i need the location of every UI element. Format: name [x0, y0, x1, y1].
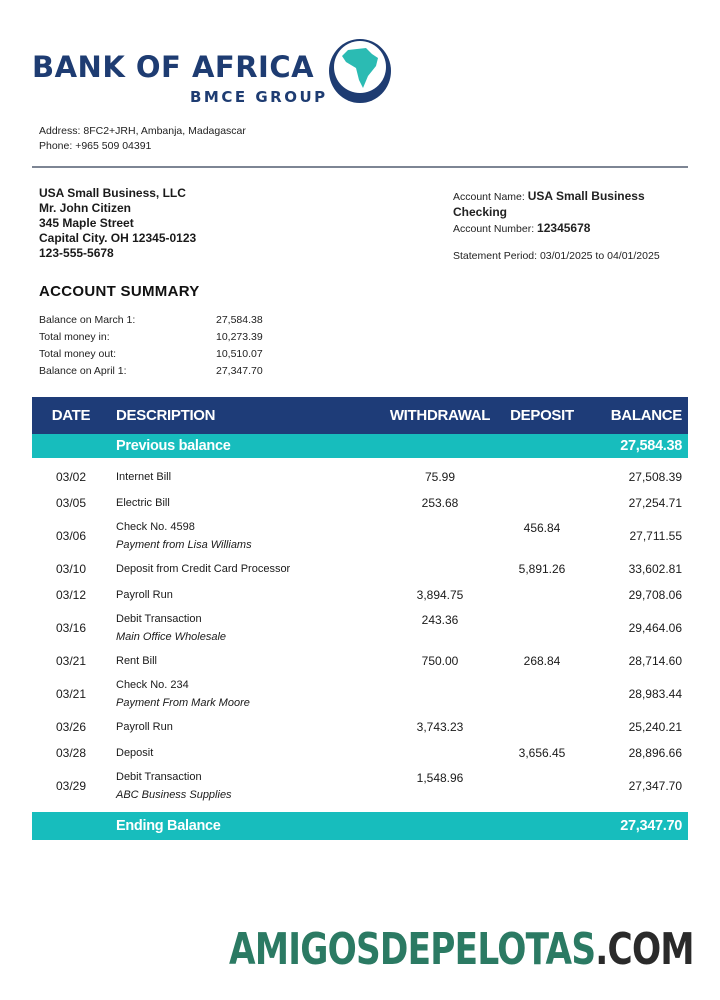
row-withdrawal: 750.00: [421, 654, 459, 668]
account-name-label: Account Name:: [453, 191, 525, 203]
watermark: [229, 924, 694, 975]
row-date: 03/29: [55, 779, 87, 793]
row-deposit: 268.84: [523, 654, 561, 668]
table-row: [32, 516, 688, 556]
row-balance: 28,896.66: [628, 746, 682, 760]
watermark-tld: .COM: [595, 924, 694, 975]
summary-row: [39, 312, 263, 329]
customer-address-block: [39, 186, 196, 261]
table-row: [32, 714, 688, 740]
row-deposit: [500, 674, 584, 714]
summary-label: Balance on March 1:: [39, 314, 136, 326]
row-withdrawal: 243.36: [421, 613, 459, 627]
row-deposit: [500, 714, 584, 740]
row-balance: 27,254.71: [628, 496, 682, 510]
header-date: DATE: [32, 397, 110, 434]
summary-row: [39, 363, 263, 380]
previous-balance-label: Previous balance: [110, 434, 380, 458]
row-deposit: [500, 582, 584, 608]
watermark-main: AMIGOSDEPELOTAS: [229, 924, 596, 975]
row-deposit: [500, 464, 584, 490]
row-description: Internet Bill: [116, 471, 172, 483]
row-description: Check No. 234: [116, 679, 189, 691]
summary-value: 27,347.70: [216, 365, 263, 377]
ending-balance-row: [32, 812, 688, 840]
customer-street: 345 Maple Street: [39, 216, 134, 230]
row-withdrawal: [380, 740, 500, 766]
table-row: [32, 556, 688, 582]
customer-contact: Mr. John Citizen: [39, 201, 132, 215]
row-deposit: [500, 766, 584, 806]
row-withdrawal: 75.99: [424, 470, 456, 484]
row-description: Deposit: [116, 747, 154, 759]
row-withdrawal: 253.68: [421, 496, 459, 510]
row-balance: 28,983.44: [628, 687, 682, 701]
summary-row: [39, 346, 263, 363]
row-date: 03/21: [55, 654, 87, 668]
row-withdrawal: 3,743.23: [416, 720, 464, 734]
row-date: 03/02: [55, 470, 87, 484]
customer-city: Capital City. OH 12345-0123: [39, 231, 197, 245]
bank-name: BANK OF AFRICA: [32, 50, 315, 84]
bank-logo: [32, 36, 402, 108]
statement-period: Statement Period: 03/01/2025 to 04/01/2025: [453, 250, 660, 262]
row-withdrawal: [380, 674, 500, 714]
row-deposit: [500, 608, 584, 648]
row-date: 03/26: [55, 720, 87, 734]
table-row: [32, 740, 688, 766]
row-date: 03/10: [55, 562, 87, 576]
row-balance: 29,708.06: [628, 588, 682, 602]
ending-balance-value: 27,347.70: [584, 812, 688, 840]
row-date: 03/21: [55, 687, 87, 701]
table-row: [32, 490, 688, 516]
row-balance: 27,711.55: [629, 529, 682, 543]
africa-globe-icon: [326, 36, 394, 106]
table-row: [32, 464, 688, 490]
table-row: [32, 608, 688, 648]
row-balance: 33,602.81: [628, 562, 682, 576]
row-description: Electric Bill: [116, 497, 170, 509]
row-withdrawal: 1,548.96: [416, 771, 464, 785]
summary-value: 10,510.07: [216, 348, 263, 360]
row-date: 03/06: [55, 529, 87, 543]
row-balance: 29,464.06: [628, 621, 682, 635]
bank-phone: Phone: +965 509 04391: [39, 140, 152, 152]
summary-row: [39, 329, 263, 346]
table-row: [32, 648, 688, 674]
summary-title: ACCOUNT SUMMARY: [39, 283, 200, 300]
previous-balance-row: [32, 434, 688, 458]
account-number-value: 12345678: [537, 221, 591, 235]
row-sub-description: Payment from Lisa Williams: [116, 539, 252, 551]
row-deposit: [500, 490, 584, 516]
row-date: 03/28: [55, 746, 87, 760]
row-withdrawal: [380, 556, 500, 582]
bank-contact: [39, 124, 246, 154]
table-row: [32, 674, 688, 714]
header-description: DESCRIPTION: [110, 397, 380, 434]
account-info: [453, 189, 683, 264]
summary-label: Total money out:: [39, 348, 117, 360]
header-deposit: DEPOSIT: [500, 397, 584, 434]
transactions-table: [32, 397, 688, 840]
row-sub-description: ABC Business Supplies: [116, 789, 232, 801]
header-withdrawal: WITHDRAWAL: [380, 397, 500, 434]
ending-balance-label: Ending Balance: [110, 812, 380, 840]
row-sub-description: Main Office Wholesale: [116, 631, 227, 643]
row-balance: 27,508.39: [628, 470, 682, 484]
row-deposit: 456.84: [523, 521, 561, 535]
row-description: Debit Transaction: [116, 771, 202, 783]
customer-phone: 123-555-5678: [39, 246, 114, 260]
summary-label: Balance on April 1:: [39, 365, 127, 377]
row-description: Payroll Run: [116, 721, 173, 733]
table-row: [32, 582, 688, 608]
account-summary: [39, 312, 263, 380]
summary-value: 10,273.39: [216, 331, 263, 343]
row-deposit: 3,656.45: [518, 746, 566, 760]
summary-value: 27,584.38: [216, 314, 263, 326]
row-description: Debit Transaction: [116, 613, 202, 625]
row-balance: 27,347.70: [628, 779, 682, 793]
row-balance: 25,240.21: [628, 720, 682, 734]
summary-label: Total money in:: [39, 331, 110, 343]
bank-address: Address: 8FC2+JRH, Ambanja, Madagascar: [39, 125, 246, 137]
table-header-row: [32, 397, 688, 434]
row-sub-description: Payment From Mark Moore: [116, 697, 250, 709]
row-date: 03/05: [55, 496, 87, 510]
row-withdrawal: 3,894.75: [416, 588, 464, 602]
row-date: 03/16: [55, 621, 87, 635]
previous-balance-value: 27,584.38: [584, 434, 688, 458]
bank-group: BMCE GROUP: [190, 88, 328, 106]
account-name-value: USA Small Business Checking: [453, 189, 645, 219]
table-row: [32, 766, 688, 806]
header-balance: BALANCE: [584, 397, 688, 434]
row-withdrawal: [380, 516, 500, 556]
row-description: Check No. 4598: [116, 521, 195, 533]
customer-company: USA Small Business, LLC: [39, 186, 186, 200]
header-divider: [32, 166, 688, 168]
row-description: Payroll Run: [116, 589, 173, 601]
row-date: 03/12: [55, 588, 87, 602]
account-number-label: Account Number:: [453, 223, 535, 235]
row-deposit: 5,891.26: [518, 562, 566, 576]
row-description: Deposit from Credit Card Processor: [116, 563, 291, 575]
row-description: Rent Bill: [116, 655, 157, 667]
row-balance: 28,714.60: [628, 654, 682, 668]
